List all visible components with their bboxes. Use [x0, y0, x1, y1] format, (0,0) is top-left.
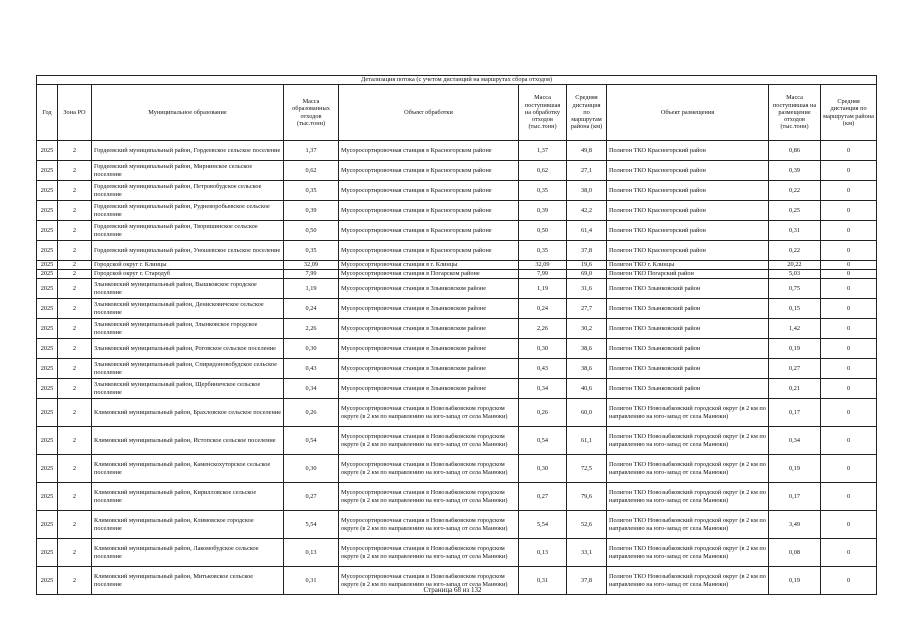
cell-municipality: Злынковский муниципальный район, Спиридоновобудское сельское поселение [92, 359, 284, 379]
cell-placement-object: Полигон ТКО Красногорский район [607, 201, 769, 221]
cell-year: 2025 [37, 359, 58, 379]
cell-processing-object: Мусоросортировочная станция в Новозыбковском городском округе (в 2 км по направлению на юго-запад от села Манюки) [339, 427, 519, 455]
cell-mass-generated: 0,34 [284, 379, 339, 399]
cell-processing-object: Мусоросортировочная станция в Злынковском районе [339, 379, 519, 399]
cell-mass-to-placement: 0,22 [769, 181, 821, 201]
cell-avg-distance-2: 0 [821, 483, 877, 511]
cell-processing-object: Мусоросортировочная станция в Красногорском районе [339, 241, 519, 261]
cell-placement-object: Полигон ТКО Новозыбковский городской округ (в 2 км по направлению на юго-запад от села Манюки) [607, 511, 769, 539]
cell-municipality: Злынковский муниципальный район, Щербиничское сельское поселение [92, 379, 284, 399]
cell-avg-distance-2: 0 [821, 511, 877, 539]
cell-year: 2025 [37, 483, 58, 511]
cell-avg-distance: 38,0 [567, 181, 607, 201]
cell-zone: 2 [58, 399, 92, 427]
cell-zone: 2 [58, 279, 92, 299]
cell-mass-generated: 0,27 [284, 483, 339, 511]
cell-placement-object: Полигон ТКО Красногорский район [607, 221, 769, 241]
table-row [37, 201, 877, 221]
table-row [37, 427, 877, 455]
cell-municipality: Климовский муниципальный район, Лакомобудское сельское поселение [92, 539, 284, 567]
table-row [37, 141, 877, 161]
cell-mass-to-processing: 0,35 [519, 181, 567, 201]
cell-mass-to-placement: 0,75 [769, 279, 821, 299]
cell-mass-to-processing: 0,39 [519, 201, 567, 221]
cell-mass-generated: 0,24 [284, 299, 339, 319]
cell-mass-generated: 0,35 [284, 241, 339, 261]
cell-placement-object: Полигон ТКО Новозыбковский городской округ (в 2 км по направлению на юго-запад от села Манюки) [607, 483, 769, 511]
cell-year: 2025 [37, 161, 58, 181]
cell-avg-distance-2: 0 [821, 299, 877, 319]
cell-mass-to-placement: 0,22 [769, 241, 821, 261]
cell-zone: 2 [58, 141, 92, 161]
cell-processing-object: Мусоросортировочная станция в Красногорском районе [339, 221, 519, 241]
cell-avg-distance: 31,6 [567, 279, 607, 299]
cell-mass-to-processing: 0,43 [519, 359, 567, 379]
header-mass-to-placement: Масса поступившая на размещение отходов (тыс.тонн) [769, 85, 821, 141]
cell-avg-distance: 69,0 [567, 270, 607, 279]
cell-placement-object: Полигон ТКО Красногорский район [607, 141, 769, 161]
cell-mass-to-processing: 0,26 [519, 399, 567, 427]
header-avg-distance: Средняя дистанция по маршрутам района (км) [567, 85, 607, 141]
cell-mass-generated: 7,99 [284, 270, 339, 279]
cell-placement-object: Полигон ТКО Красногорский район [607, 181, 769, 201]
cell-municipality: Климовский муниципальный район, Кирилловское сельское поселение [92, 483, 284, 511]
table-row [37, 299, 877, 319]
cell-municipality: Гордеевский муниципальный район, Уношевское сельское поселение [92, 241, 284, 261]
cell-year: 2025 [37, 427, 58, 455]
cell-mass-generated: 1,19 [284, 279, 339, 299]
cell-zone: 2 [58, 270, 92, 279]
cell-avg-distance: 72,5 [567, 455, 607, 483]
cell-avg-distance-2: 0 [821, 161, 877, 181]
cell-mass-generated: 0,50 [284, 221, 339, 241]
cell-mass-generated: 0,39 [284, 201, 339, 221]
header-mass-to-processing: Масса поступившая на обработку отходов (тыс.тонн) [519, 85, 567, 141]
cell-avg-distance-2: 0 [821, 399, 877, 427]
cell-avg-distance: 60,0 [567, 399, 607, 427]
cell-municipality: Гордеевский муниципальный район, Мирнинское сельское поселение [92, 161, 284, 181]
cell-mass-to-placement: 3,49 [769, 511, 821, 539]
cell-mass-to-processing: 0,24 [519, 299, 567, 319]
cell-placement-object: Полигон ТКО Злынковский район [607, 379, 769, 399]
cell-municipality: Гордеевский муниципальный район, Петровобудское сельское поселение [92, 181, 284, 201]
cell-placement-object: Полигон ТКО г. Клинцы [607, 261, 769, 270]
cell-avg-distance: 27,1 [567, 161, 607, 181]
cell-placement-object: Полигон ТКО Злынковский район [607, 299, 769, 319]
cell-mass-to-placement: 0,17 [769, 399, 821, 427]
cell-avg-distance-2: 0 [821, 270, 877, 279]
table-title: Детализация потока (с учетом дистанций на маршрутах сбора отходов) [37, 76, 877, 85]
cell-mass-generated: 0,54 [284, 427, 339, 455]
cell-avg-distance: 49,8 [567, 141, 607, 161]
header-year: Год [37, 85, 58, 141]
cell-year: 2025 [37, 567, 58, 595]
cell-avg-distance-2: 0 [821, 455, 877, 483]
cell-year: 2025 [37, 455, 58, 483]
cell-municipality: Гордеевский муниципальный район, Гордеевское сельское поселение [92, 141, 284, 161]
cell-mass-to-processing: 0,54 [519, 427, 567, 455]
cell-avg-distance: 61,1 [567, 427, 607, 455]
header-municipality: Муниципальное образование [92, 85, 284, 141]
cell-mass-to-processing: 0,31 [519, 567, 567, 595]
cell-placement-object: Полигон ТКО Красногорский район [607, 241, 769, 261]
cell-municipality: Климовский муниципальный район, Митьковское сельское поселение [92, 567, 284, 595]
cell-year: 2025 [37, 201, 58, 221]
cell-avg-distance: 52,6 [567, 511, 607, 539]
cell-processing-object: Мусоросортировочная станция в г. Клинцы [339, 261, 519, 270]
cell-year: 2025 [37, 539, 58, 567]
header-avg-distance-2: Средняя дистанция по маршрутам района (км) [821, 85, 877, 141]
cell-municipality: Злынковский муниципальный район, Вышковское городское поселение [92, 279, 284, 299]
cell-placement-object: Полигон ТКО Новозыбковский городской округ (в 2 км по направлению на юго-запад от села Манюки) [607, 455, 769, 483]
table-row [37, 539, 877, 567]
cell-mass-generated: 32,09 [284, 261, 339, 270]
cell-year: 2025 [37, 141, 58, 161]
cell-mass-to-processing: 1,37 [519, 141, 567, 161]
cell-avg-distance: 19,6 [567, 261, 607, 270]
cell-zone: 2 [58, 339, 92, 359]
cell-avg-distance-2: 0 [821, 539, 877, 567]
cell-avg-distance: 42,2 [567, 201, 607, 221]
cell-processing-object: Мусоросортировочная станция в Новозыбковском городском округе (в 2 км по направлению на юго-запад от села Манюки) [339, 539, 519, 567]
cell-zone: 2 [58, 379, 92, 399]
table-row [37, 455, 877, 483]
cell-mass-to-placement: 0,08 [769, 539, 821, 567]
cell-mass-to-placement: 20,22 [769, 261, 821, 270]
cell-mass-to-placement: 0,21 [769, 379, 821, 399]
cell-processing-object: Мусоросортировочная станция в Новозыбковском городском округе (в 2 км по направлению на юго-запад от села Манюки) [339, 483, 519, 511]
cell-zone: 2 [58, 161, 92, 181]
cell-zone: 2 [58, 455, 92, 483]
cell-year: 2025 [37, 270, 58, 279]
cell-avg-distance-2: 0 [821, 221, 877, 241]
cell-mass-generated: 0,35 [284, 181, 339, 201]
cell-placement-object: Полигон ТКО Злынковский район [607, 319, 769, 339]
cell-year: 2025 [37, 299, 58, 319]
cell-year: 2025 [37, 339, 58, 359]
cell-mass-generated: 0,26 [284, 399, 339, 427]
cell-avg-distance: 40,6 [567, 379, 607, 399]
header-processing-object: Объект обработки [339, 85, 519, 141]
cell-municipality: Климовский муниципальный район, Каменскохуторское сельское поселение [92, 455, 284, 483]
table-row [37, 399, 877, 427]
cell-zone: 2 [58, 427, 92, 455]
cell-mass-to-placement: 5,03 [769, 270, 821, 279]
table-row [37, 339, 877, 359]
cell-mass-to-placement: 0,39 [769, 161, 821, 181]
cell-municipality: Злынковский муниципальный район, Роговское сельское поселение [92, 339, 284, 359]
cell-zone: 2 [58, 241, 92, 261]
cell-year: 2025 [37, 319, 58, 339]
cell-year: 2025 [37, 379, 58, 399]
cell-mass-generated: 5,54 [284, 511, 339, 539]
cell-zone: 2 [58, 299, 92, 319]
cell-zone: 2 [58, 181, 92, 201]
cell-avg-distance: 37,8 [567, 567, 607, 595]
flow-detail-table [36, 75, 877, 595]
cell-avg-distance-2: 0 [821, 427, 877, 455]
cell-mass-to-processing: 0,50 [519, 221, 567, 241]
cell-mass-to-placement: 0,27 [769, 359, 821, 379]
table-body [37, 141, 877, 595]
header-placement-object: Объект размещения [607, 85, 769, 141]
cell-mass-to-processing: 1,19 [519, 279, 567, 299]
cell-avg-distance-2: 0 [821, 181, 877, 201]
cell-processing-object: Мусоросортировочная станция в Новозыбковском городском округе (в 2 км по направлению на юго-запад от села Манюки) [339, 511, 519, 539]
cell-zone: 2 [58, 261, 92, 270]
cell-year: 2025 [37, 511, 58, 539]
cell-mass-to-placement: 0,25 [769, 201, 821, 221]
cell-avg-distance: 33,1 [567, 539, 607, 567]
cell-processing-object: Мусоросортировочная станция в Новозыбковском городском округе (в 2 км по направлению на юго-запад от села Манюки) [339, 455, 519, 483]
cell-mass-to-processing: 0,13 [519, 539, 567, 567]
cell-zone: 2 [58, 483, 92, 511]
cell-mass-generated: 1,37 [284, 141, 339, 161]
cell-municipality: Злынковский муниципальный район, Злынковское городское поселение [92, 319, 284, 339]
cell-avg-distance: 37,8 [567, 241, 607, 261]
cell-processing-object: Мусоросортировочная станция в Красногорском районе [339, 181, 519, 201]
cell-mass-to-processing: 7,99 [519, 270, 567, 279]
cell-mass-to-processing: 5,54 [519, 511, 567, 539]
cell-year: 2025 [37, 181, 58, 201]
header-zone: Зона РО [58, 85, 92, 141]
cell-mass-to-placement: 0,34 [769, 427, 821, 455]
cell-year: 2025 [37, 279, 58, 299]
cell-mass-to-placement: 0,19 [769, 567, 821, 595]
table-row [37, 221, 877, 241]
cell-mass-to-placement: 0,19 [769, 455, 821, 483]
cell-processing-object: Мусоросортировочная станция в Красногорском районе [339, 201, 519, 221]
cell-processing-object: Мусоросортировочная станция в Злынковском районе [339, 279, 519, 299]
cell-mass-generated: 0,30 [284, 455, 339, 483]
cell-processing-object: Мусоросортировочная станция в Злынковском районе [339, 339, 519, 359]
cell-year: 2025 [37, 261, 58, 270]
cell-avg-distance: 79,6 [567, 483, 607, 511]
cell-mass-generated: 0,31 [284, 567, 339, 595]
table-row [37, 181, 877, 201]
cell-municipality: Климовский муниципальный район, Брахловское сельское поселение [92, 399, 284, 427]
cell-placement-object: Полигон ТКО Злынковский район [607, 339, 769, 359]
cell-placement-object: Полигон ТКО Погарский район [607, 270, 769, 279]
cell-avg-distance-2: 0 [821, 261, 877, 270]
cell-zone: 2 [58, 201, 92, 221]
cell-processing-object: Мусоросортировочная станция в Новозыбковском городском округе (в 2 км по направлению на юго-запад от села Манюки) [339, 567, 519, 595]
cell-zone: 2 [58, 511, 92, 539]
cell-municipality: Городской округ г. Стародуб [92, 270, 284, 279]
cell-avg-distance-2: 0 [821, 141, 877, 161]
cell-municipality: Гордеевский муниципальный район, Творишинское сельское поселение [92, 221, 284, 241]
cell-year: 2025 [37, 399, 58, 427]
cell-avg-distance-2: 0 [821, 359, 877, 379]
cell-avg-distance: 61,4 [567, 221, 607, 241]
cell-municipality: Климовский муниципальный район, Истопское сельское поселение [92, 427, 284, 455]
cell-avg-distance: 27,7 [567, 299, 607, 319]
header-mass-generated: Масса образованных отходов (тыс.тонн) [284, 85, 339, 141]
cell-avg-distance-2: 0 [821, 319, 877, 339]
cell-placement-object: Полигон ТКО Злынковский район [607, 359, 769, 379]
cell-avg-distance-2: 0 [821, 201, 877, 221]
cell-avg-distance-2: 0 [821, 279, 877, 299]
cell-placement-object: Полигон ТКО Новозыбковский городской округ (в 2 км по направлению на юго-запад от села Манюки) [607, 567, 769, 595]
cell-avg-distance: 38,6 [567, 359, 607, 379]
cell-mass-to-processing: 32,09 [519, 261, 567, 270]
cell-placement-object: Полигон ТКО Новозыбковский городской округ (в 2 км по направлению на юго-запад от села Манюки) [607, 539, 769, 567]
cell-processing-object: Мусоросортировочная станция в Злынковском районе [339, 359, 519, 379]
cell-mass-generated: 0,43 [284, 359, 339, 379]
cell-mass-to-placement: 0,19 [769, 339, 821, 359]
table-row [37, 279, 877, 299]
cell-year: 2025 [37, 221, 58, 241]
cell-mass-to-processing: 0,27 [519, 483, 567, 511]
cell-mass-to-processing: 0,34 [519, 379, 567, 399]
cell-municipality: Городской округ г. Клинцы [92, 261, 284, 270]
cell-placement-object: Полигон ТКО Новозыбковский городской округ (в 2 км по направлению на юго-запад от села Манюки) [607, 427, 769, 455]
cell-avg-distance-2: 0 [821, 567, 877, 595]
cell-mass-to-placement: 0,86 [769, 141, 821, 161]
cell-municipality: Гордеевский муниципальный район, Рудневоробьевское сельское поселение [92, 201, 284, 221]
cell-processing-object: Мусоросортировочная станция в Погарском районе [339, 270, 519, 279]
cell-placement-object: Полигон ТКО Красногорский район [607, 161, 769, 181]
cell-zone: 2 [58, 221, 92, 241]
cell-mass-generated: 2,26 [284, 319, 339, 339]
table-row [37, 261, 877, 270]
cell-processing-object: Мусоросортировочная станция в Красногорском районе [339, 161, 519, 181]
cell-year: 2025 [37, 241, 58, 261]
cell-zone: 2 [58, 319, 92, 339]
table-row [37, 359, 877, 379]
table-row [37, 241, 877, 261]
cell-avg-distance-2: 0 [821, 339, 877, 359]
cell-mass-to-placement: 0,17 [769, 483, 821, 511]
cell-mass-generated: 0,13 [284, 539, 339, 567]
cell-avg-distance-2: 0 [821, 241, 877, 261]
cell-zone: 2 [58, 567, 92, 595]
cell-zone: 2 [58, 539, 92, 567]
cell-mass-to-placement: 0,15 [769, 299, 821, 319]
cell-placement-object: Полигон ТКО Новозыбковский городской округ (в 2 км по направлению на юго-запад от села Манюки) [607, 399, 769, 427]
cell-mass-to-placement: 1,42 [769, 319, 821, 339]
cell-mass-generated: 0,62 [284, 161, 339, 181]
cell-processing-object: Мусоросортировочная станция в Злынковском районе [339, 319, 519, 339]
cell-mass-to-processing: 0,62 [519, 161, 567, 181]
page-number: Страница 68 из 132 [423, 586, 482, 594]
cell-mass-to-processing: 2,26 [519, 319, 567, 339]
cell-processing-object: Мусоросортировочная станция в Злынковском районе [339, 299, 519, 319]
table-row [37, 270, 877, 279]
table-row [37, 483, 877, 511]
cell-processing-object: Мусоросортировочная станция в Новозыбковском городском округе (в 2 км по направлению на юго-запад от села Манюки) [339, 399, 519, 427]
cell-zone: 2 [58, 359, 92, 379]
table-row [37, 319, 877, 339]
cell-mass-to-processing: 0,30 [519, 339, 567, 359]
cell-mass-to-placement: 0,31 [769, 221, 821, 241]
table-row [37, 511, 877, 539]
cell-mass-generated: 0,30 [284, 339, 339, 359]
cell-mass-to-processing: 0,35 [519, 241, 567, 261]
cell-processing-object: Мусоросортировочная станция в Красногорском районе [339, 141, 519, 161]
cell-avg-distance: 30,2 [567, 319, 607, 339]
table-row [37, 161, 877, 181]
cell-placement-object: Полигон ТКО Злынковский район [607, 279, 769, 299]
cell-avg-distance: 38,6 [567, 339, 607, 359]
cell-municipality: Злынковский муниципальный район, Денисковичское сельское поселение [92, 299, 284, 319]
cell-mass-to-processing: 0,30 [519, 455, 567, 483]
cell-avg-distance-2: 0 [821, 379, 877, 399]
table-row [37, 379, 877, 399]
cell-municipality: Климовский муниципальный район, Климовское городское поселение [92, 511, 284, 539]
